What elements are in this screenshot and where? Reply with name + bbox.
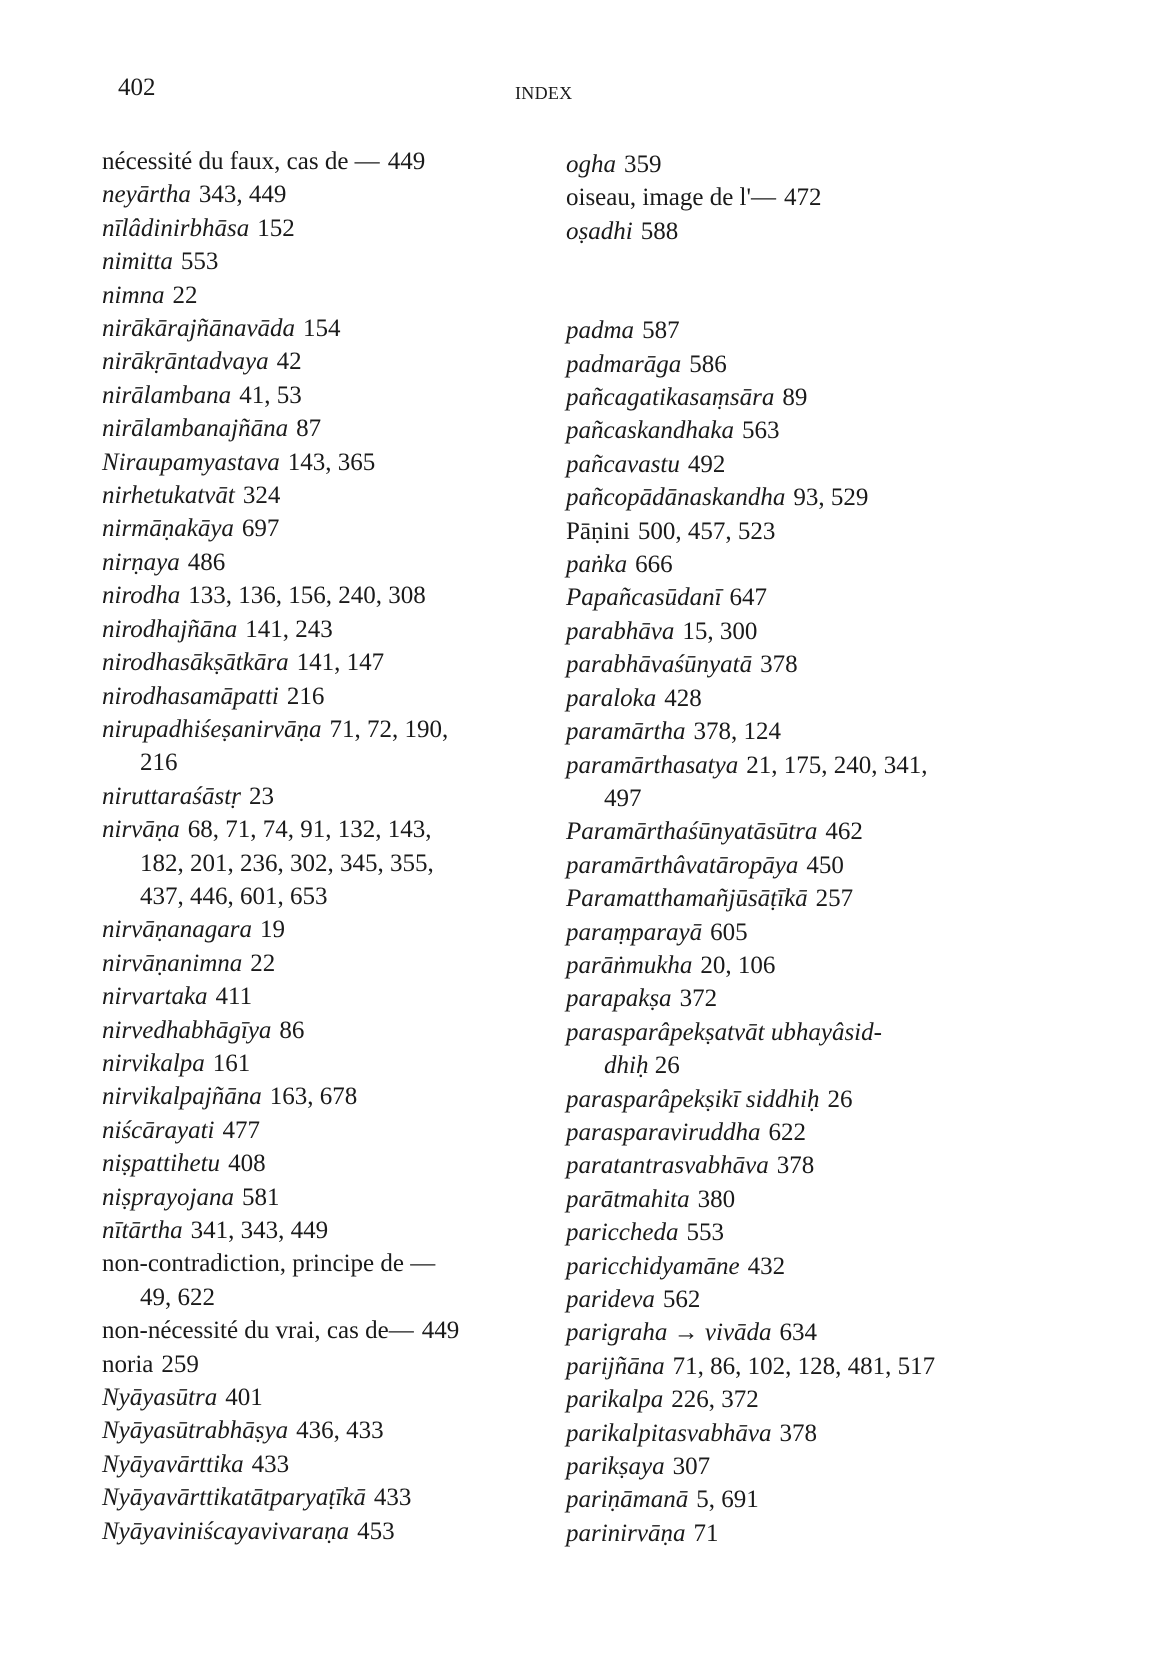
- index-term: pañcagatikasaṃsāra: [566, 384, 775, 412]
- index-pages-continued: dhiḥ 26: [604, 1052, 680, 1080]
- index-pages: 586: [689, 350, 727, 378]
- index-pages: 22: [250, 949, 276, 977]
- index-entry: [566, 648, 986, 681]
- index-entry: [566, 1417, 986, 1450]
- index-entry: [102, 178, 522, 211]
- index-pages: 449: [387, 148, 426, 175]
- index-entry: [102, 345, 522, 378]
- index-pages: 477: [222, 1116, 260, 1144]
- index-pages: 359: [624, 151, 662, 178]
- index-pages: 133, 136, 156, 240, 308: [188, 582, 426, 610]
- index-term: nirodhasākṣātkāra: [102, 649, 289, 677]
- index-pages: 71: [693, 1519, 719, 1547]
- index-pages: 647: [729, 584, 768, 612]
- index-pages: 453: [357, 1517, 395, 1545]
- index-pages: 341, 343, 449: [190, 1217, 329, 1244]
- index-term: paraloka: [566, 684, 657, 712]
- index-pages: 41, 53: [239, 381, 302, 409]
- index-pages: 324: [242, 482, 281, 510]
- index-entry: [102, 1114, 522, 1147]
- index-term: Nyāyasūtra: [102, 1384, 218, 1412]
- index-term: nirvāṇanimna: [102, 949, 243, 977]
- index-pages: 89: [782, 384, 808, 412]
- index-term: nirālambana: [102, 381, 232, 409]
- index-pages: 161: [212, 1049, 251, 1077]
- index-entry: [102, 1014, 522, 1047]
- index-pages: 86: [279, 1016, 305, 1044]
- index-pages: 5, 691: [696, 1486, 759, 1514]
- index-entry: [566, 1517, 986, 1550]
- index-term: nécessité du faux, cas de —: [102, 148, 380, 175]
- index-pages: 433: [251, 1450, 290, 1478]
- index-pages: 71, 72, 190,: [329, 715, 449, 743]
- index-term: parideva: [566, 1286, 655, 1313]
- index-entry: [102, 412, 522, 445]
- index-column-left: [102, 145, 522, 1548]
- index-pages: 634: [779, 1319, 818, 1347]
- index-term: Papañcasūdanī: [566, 584, 722, 612]
- index-entry: [566, 181, 986, 214]
- index-term: parikalpa: [566, 1386, 664, 1414]
- index-group-o: [566, 148, 986, 248]
- index-term: Nyāyaviniścayavivaraṇa: [102, 1517, 350, 1545]
- index-term: nirodha: [102, 582, 181, 610]
- index-pages: 19: [260, 916, 285, 944]
- index-entry: [566, 1250, 986, 1283]
- index-pages: 307: [672, 1453, 711, 1481]
- index-pages-continued: 497: [604, 784, 642, 812]
- index-entry: [566, 1216, 986, 1249]
- index-entry: [102, 1348, 522, 1381]
- index-entry: [566, 749, 986, 816]
- index-entry: [102, 245, 522, 278]
- page-number: 402: [118, 74, 156, 101]
- index-term: nirodhasamāpatti: [102, 682, 279, 710]
- index-pages: 163, 678: [269, 1083, 358, 1111]
- index-term: pañcopādānaskandha: [566, 484, 786, 512]
- index-term: parātmahita: [566, 1185, 690, 1213]
- index-column-right: [566, 148, 986, 1550]
- index-entry: [566, 1149, 986, 1182]
- index-entry: [566, 1083, 986, 1116]
- index-pages: 436, 433: [296, 1417, 384, 1445]
- index-pages: 492: [687, 450, 726, 478]
- index-pages: 666: [635, 551, 673, 579]
- index-term: nirmāṇakāya: [102, 515, 234, 543]
- index-term: nītārtha: [102, 1217, 183, 1244]
- index-entry: [102, 1448, 522, 1481]
- index-term: nīlâdinirbhāsa: [102, 214, 250, 242]
- index-term: nirhetukatvāt: [102, 482, 235, 510]
- index-term: parabhāvaśūnyatā: [566, 651, 753, 679]
- index-entry: [102, 947, 522, 980]
- index-term: noria: [102, 1350, 154, 1378]
- index-entry: [102, 279, 522, 312]
- index-term: nimna: [102, 281, 165, 309]
- index-term: Paramārthaśūnyatāsūtra: [566, 818, 818, 846]
- index-entry: [102, 446, 522, 479]
- index-entry: [102, 512, 522, 545]
- index-entry: [102, 1314, 522, 1347]
- index-pages-continued: 437, 446, 601, 653: [140, 882, 328, 910]
- index-term: nirvāṇanagara: [102, 916, 252, 944]
- index-term: parasparâpekṣatvāt ubhayâsid-: [566, 1018, 882, 1046]
- index-term: parigraha → vivāda: [566, 1319, 772, 1347]
- index-entry: [102, 379, 522, 412]
- index-pages: 226, 372: [671, 1386, 759, 1414]
- index-term: parasparâpekṣikī siddhiḥ: [566, 1085, 820, 1113]
- index-entry: [566, 1450, 986, 1483]
- index-term: padma: [566, 317, 635, 345]
- index-term: Nyāyavārttika: [102, 1450, 244, 1478]
- index-entry: [566, 1016, 986, 1083]
- index-term: nirākṛāntadvaya: [102, 348, 269, 376]
- index-entry: [566, 381, 986, 414]
- index-pages: 141, 243: [245, 615, 333, 643]
- index-term: paratantrasvabhāva: [566, 1152, 769, 1180]
- index-entry: [102, 212, 522, 245]
- index-entry: [102, 646, 522, 679]
- index-pages: 588: [640, 217, 679, 245]
- index-term: nirṇaya: [102, 548, 180, 576]
- index-term: parāṅmukha: [566, 951, 693, 979]
- index-entry: [566, 916, 986, 949]
- index-entry: [566, 849, 986, 882]
- index-term: Niraupamyastava: [102, 448, 280, 476]
- index-pages: 472: [784, 184, 822, 212]
- index-term: nirvikalpajñāna: [102, 1083, 262, 1111]
- index-term: niruttaraśāstṛ: [102, 782, 241, 810]
- index-entry: [566, 215, 986, 248]
- index-pages: 68, 71, 74, 91, 132, 143,: [187, 816, 432, 844]
- index-pages: 21, 175, 240, 341,: [746, 751, 928, 779]
- index-term: parikṣaya: [566, 1453, 665, 1481]
- index-entry: [102, 1481, 522, 1514]
- index-term: nirupadhiśeṣanirvāṇa: [102, 715, 322, 743]
- index-pages: 93, 529: [793, 484, 869, 512]
- index-group-p: [566, 314, 986, 1550]
- index-entry: [566, 815, 986, 848]
- index-entry: [566, 882, 986, 915]
- index-entry: [102, 1515, 522, 1548]
- index-pages: 372: [679, 985, 718, 1013]
- index-entry: [566, 448, 986, 481]
- index-entry: [102, 312, 522, 345]
- index-entry: [102, 1414, 522, 1447]
- index-entry: [102, 479, 522, 512]
- index-term: neyārtha: [102, 181, 191, 209]
- index-pages: 433: [373, 1484, 412, 1512]
- index-pages: 259: [161, 1350, 199, 1378]
- index-entry: [566, 982, 986, 1015]
- index-entry: [566, 148, 986, 181]
- index-pages: 26: [827, 1085, 853, 1113]
- index-pages: 378: [776, 1152, 815, 1180]
- index-term: parabhāva: [566, 617, 675, 645]
- index-term: nirvedhabhāgīya: [102, 1016, 272, 1044]
- index-pages: 408: [228, 1150, 266, 1178]
- index-entry: [102, 813, 522, 913]
- index-term: nirodhajñāna: [102, 615, 238, 643]
- index-entry: [566, 515, 986, 548]
- index-term: non-contradiction, principe de —: [102, 1250, 436, 1278]
- index-pages: 587: [642, 317, 680, 345]
- index-entry: [566, 949, 986, 982]
- index-term: Nyāyasūtrabhāṣya: [102, 1417, 289, 1445]
- index-term: padmarāga: [566, 350, 682, 378]
- index-pages: 605: [710, 918, 748, 946]
- index-entry: [102, 145, 522, 178]
- index-term: Pāṇini: [566, 517, 630, 545]
- index-pages: 23: [248, 782, 274, 810]
- index-entry: [102, 913, 522, 946]
- index-entry: [102, 680, 522, 713]
- index-term: nirākārajñānavāda: [102, 315, 296, 343]
- index-entry: [102, 980, 522, 1013]
- index-pages: 486: [187, 548, 226, 576]
- index-entry: [566, 481, 986, 514]
- index-term: Paramatthamañjūsāṭīkā: [566, 885, 808, 913]
- index-term: pariccheda: [566, 1219, 679, 1247]
- index-term: parikalpitasvabhāva: [566, 1419, 772, 1447]
- index-entry: [566, 682, 986, 715]
- index-pages: 378, 124: [693, 718, 781, 746]
- index-entry: [102, 546, 522, 579]
- index-entry: [102, 780, 522, 813]
- index-entry: [102, 579, 522, 612]
- index-term: niścārayati: [102, 1116, 215, 1144]
- index-pages: 428: [664, 684, 702, 712]
- index-term: nirālambanajñāna: [102, 415, 289, 443]
- index-pages: 432: [747, 1252, 786, 1280]
- index-entry: [102, 1047, 522, 1080]
- index-entry: [566, 414, 986, 447]
- index-entry: [102, 1247, 522, 1314]
- index-pages: 581: [241, 1183, 280, 1211]
- index-pages: 154: [303, 315, 341, 343]
- running-header: INDEX: [515, 83, 573, 103]
- index-entry: [566, 615, 986, 648]
- index-term: paramārthasatya: [566, 751, 739, 779]
- index-entry: [566, 1316, 986, 1349]
- index-term: oiseau, image de l'—: [566, 184, 776, 212]
- index-term: ogha: [566, 151, 616, 178]
- index-term: niṣpattihetu: [102, 1150, 221, 1178]
- index-entry: [566, 1183, 986, 1216]
- index-pages: 697: [241, 515, 280, 543]
- index-entry: [102, 1147, 522, 1180]
- index-entry: [102, 1381, 522, 1414]
- index-pages: 20, 106: [700, 951, 776, 979]
- index-pages: 22: [172, 281, 198, 309]
- index-entry: [566, 1483, 986, 1516]
- index-term: oṣadhi: [566, 217, 633, 245]
- index-pages: 622: [768, 1118, 806, 1146]
- index-term: Nyāyavārttikatātparyaṭīkā: [102, 1484, 366, 1512]
- index-term: paramārthâvatāropāya: [566, 851, 799, 879]
- index-entry: [566, 314, 986, 347]
- index-term: nirvartaka: [102, 983, 208, 1011]
- index-term: nimitta: [102, 248, 173, 276]
- index-pages-continued: 182, 201, 236, 302, 345, 355,: [140, 849, 434, 877]
- index-entry: [566, 1283, 986, 1316]
- index-entry: [566, 581, 986, 614]
- index-entry: [566, 548, 986, 581]
- index-pages: 42: [276, 348, 302, 376]
- index-term: parinirvāṇa: [566, 1519, 686, 1547]
- index-entry: [102, 713, 522, 780]
- index-term: paraṃparayā: [566, 918, 703, 946]
- index-entry: [566, 715, 986, 748]
- index-term: parapakṣa: [566, 985, 672, 1013]
- index-term: pañcavastu: [566, 450, 680, 478]
- index-term: paramārtha: [566, 718, 686, 746]
- index-term: paricchidyamāne: [566, 1252, 740, 1280]
- index-pages: 450: [806, 851, 844, 879]
- index-pages: 462: [825, 818, 863, 846]
- index-term: pariṇāmanā: [566, 1486, 689, 1514]
- index-pages: 15, 300: [682, 617, 758, 645]
- index-pages: 563: [742, 417, 780, 445]
- index-term: parijñāna: [566, 1352, 665, 1380]
- index-pages: 562: [662, 1286, 701, 1313]
- index-pages: 143, 365: [287, 448, 376, 476]
- index-pages: 71, 86, 102, 128, 481, 517: [672, 1352, 936, 1380]
- index-term: non-nécessité du vrai, cas de—: [102, 1317, 414, 1345]
- index-term: nirvikalpa: [102, 1049, 205, 1077]
- index-pages: 380: [697, 1185, 736, 1213]
- index-entry: [102, 1080, 522, 1113]
- index-entry: [566, 1383, 986, 1416]
- index-term: nirvāṇa: [102, 816, 180, 844]
- index-term: niṣprayojana: [102, 1183, 234, 1211]
- index-term: paṅka: [566, 551, 628, 579]
- index-pages: 216: [286, 682, 325, 710]
- index-entry: [102, 613, 522, 646]
- index-entry: [102, 1181, 522, 1214]
- index-pages: 500, 457, 523: [637, 517, 776, 545]
- index-entry: [102, 1214, 522, 1247]
- index-term: pañcaskandhaka: [566, 417, 735, 445]
- index-pages: 378: [760, 651, 798, 679]
- index-pages: 411: [215, 983, 253, 1011]
- index-pages: 553: [180, 248, 219, 276]
- index-pages: 449: [421, 1317, 460, 1345]
- section-gap: [566, 248, 986, 314]
- index-pages: 553: [686, 1219, 724, 1247]
- index-pages: 343, 449: [198, 181, 287, 209]
- index-entry: [566, 348, 986, 381]
- index-pages-continued: 216: [140, 749, 178, 777]
- index-entry: [566, 1350, 986, 1383]
- index-pages: 141, 147: [296, 649, 385, 677]
- index-pages: 87: [296, 415, 322, 443]
- index-pages: 152: [257, 214, 295, 242]
- index-term: parasparaviruddha: [566, 1118, 761, 1146]
- index-entry: [566, 1116, 986, 1149]
- index-pages: 257: [815, 885, 854, 913]
- index-pages-continued: 49, 622: [140, 1283, 215, 1311]
- index-pages: 378: [779, 1419, 818, 1447]
- index-pages: 401: [225, 1384, 263, 1412]
